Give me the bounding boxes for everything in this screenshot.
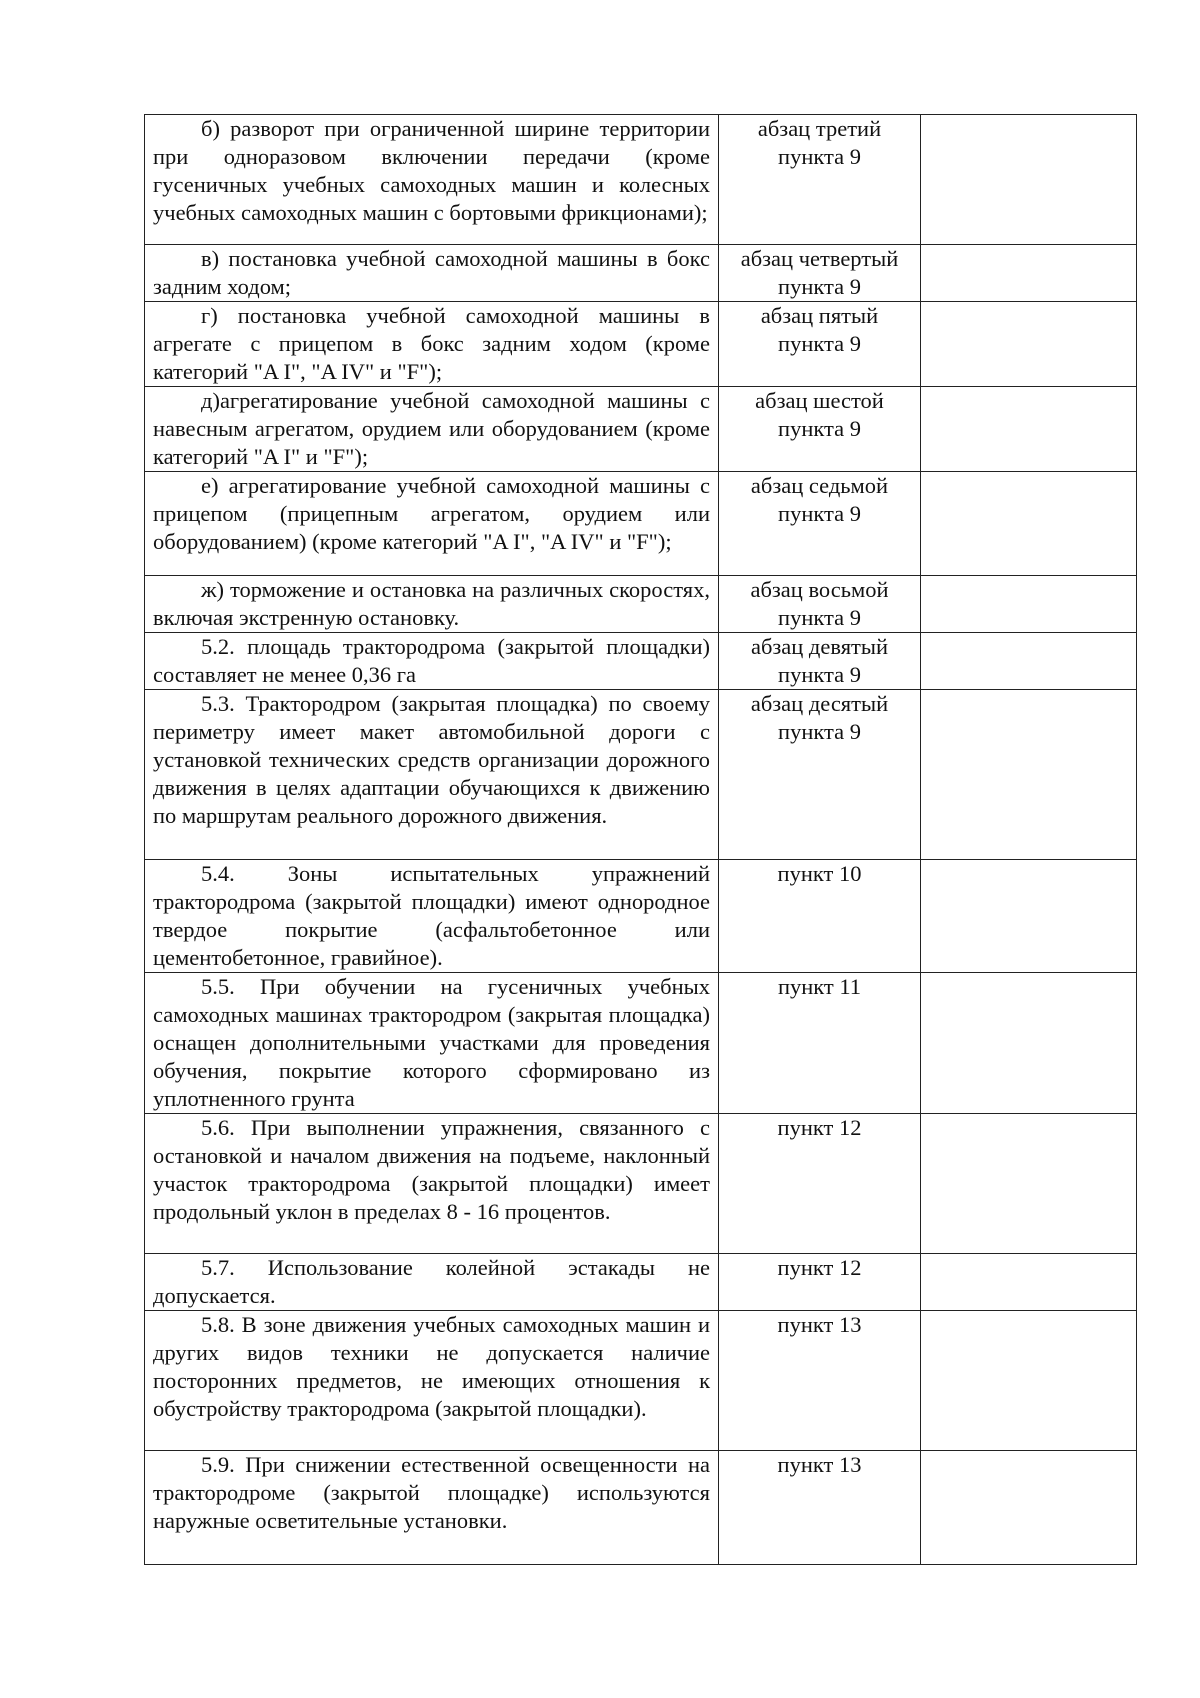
reference-line: пункта 9 (778, 331, 861, 356)
table-row (145, 115, 1137, 245)
regulation-reference (719, 115, 921, 245)
note-cell (921, 387, 1137, 472)
requirement-text: 5.4. Зоны испытательных упражнений трактородрома (закрытой площадки) имеют однородное твердое покрытие (асфальтобетонное или цементобетонное, гравийное). (145, 860, 719, 973)
table-row (145, 1451, 1137, 1565)
reference-line: абзац десятый (750, 691, 889, 716)
requirement-text: ж) торможение и остановка на различных скоростях, включая экстренную остановку. (145, 576, 719, 633)
regulation-reference (719, 690, 921, 860)
reference-line: пункта 9 (778, 144, 861, 169)
regulation-reference (719, 1254, 921, 1311)
reference-line: пункт 12 (777, 1115, 862, 1140)
note-cell (921, 115, 1137, 245)
regulation-reference (719, 576, 921, 633)
requirement-text: в) постановка учебной самоходной машины в бокс задним ходом; (145, 245, 719, 302)
note-cell (921, 1114, 1137, 1254)
requirement-text: 5.7. Использование колейной эстакады не допускается. (145, 1254, 719, 1311)
table-row (145, 245, 1137, 302)
requirements-table (144, 114, 1137, 1565)
note-cell (921, 302, 1137, 387)
reference-line: абзац восьмой (750, 577, 889, 602)
reference-line: абзац седьмой (750, 473, 889, 498)
reference-line: пункта 9 (778, 662, 861, 687)
note-cell (921, 1451, 1137, 1565)
regulation-reference (719, 973, 921, 1114)
note-cell (921, 633, 1137, 690)
note-cell (921, 245, 1137, 302)
reference-line: абзац третий (757, 116, 882, 141)
reference-line: пункта 9 (778, 501, 861, 526)
regulation-reference (719, 1451, 921, 1565)
regulation-reference (719, 245, 921, 302)
requirement-text: 5.2. площадь трактородрома (закрытой площадки) составляет не менее 0,36 га (145, 633, 719, 690)
reference-line: пункт 13 (777, 1452, 862, 1477)
requirement-text: 5.5. При обучении на гусеничных учебных самоходных машинах трактородром (закрытая площадка) оснащен дополнительными участками для проведения обучения, покрытие которого сформировано из уплотненного грунта (145, 973, 719, 1114)
reference-line: пункт 12 (777, 1255, 862, 1280)
reference-line: абзац шестой (755, 388, 884, 413)
table-row (145, 387, 1137, 472)
table-row (145, 576, 1137, 633)
note-cell (921, 690, 1137, 860)
note-cell (921, 1254, 1137, 1311)
reference-line: пункт 10 (777, 861, 862, 886)
regulation-reference (719, 1114, 921, 1254)
regulation-reference (719, 302, 921, 387)
reference-line: пункта 9 (778, 719, 861, 744)
reference-line: абзац четвертый (740, 246, 899, 271)
requirement-text: 5.6. При выполнении упражнения, связанного с остановкой и началом движения на подъеме, наклонный участок трактородрома (закрытой площадки) имеет продольный уклон в пределах 8 - 16 процентов. (145, 1114, 719, 1254)
note-cell (921, 472, 1137, 576)
note-cell (921, 973, 1137, 1114)
table-row (145, 860, 1137, 973)
reference-line: пункта 9 (778, 605, 861, 630)
regulation-reference (719, 633, 921, 690)
regulation-reference (719, 472, 921, 576)
requirement-text: е) агрегатирование учебной самоходной машины с прицепом (прицепным агрегатом, орудием или оборудованием) (кроме категорий "A I", "A IV" и "F"); (145, 472, 719, 576)
requirement-text: д)агрегатирование учебной самоходной машины с навесным агрегатом, орудием или оборудованием (кроме категорий "A I" и "F"); (145, 387, 719, 472)
reference-line: абзац пятый (760, 303, 879, 328)
table-row (145, 302, 1137, 387)
regulation-reference (719, 1311, 921, 1451)
table-row (145, 973, 1137, 1114)
table-row (145, 633, 1137, 690)
table-row (145, 472, 1137, 576)
note-cell (921, 860, 1137, 973)
reference-line: пункт 11 (777, 974, 862, 999)
table-row (145, 1254, 1137, 1311)
note-cell (921, 576, 1137, 633)
table-row (145, 1114, 1137, 1254)
reference-line: абзац девятый (750, 634, 889, 659)
reference-line: пункта 9 (778, 416, 861, 441)
reference-line: пункт 13 (777, 1312, 862, 1337)
requirement-text: б) разворот при ограниченной ширине территории при одноразовом включении передачи (кроме гусеничных учебных самоходных машин и колесных учебных самоходных машин с бортовыми фрикционами); (145, 115, 719, 245)
requirement-text: 5.8. В зоне движения учебных самоходных машин и других видов техники не допускается наличие посторонних предметов, не имеющих отношения к обустройству трактородрома (закрытой площадки). (145, 1311, 719, 1451)
requirement-text: 5.3. Трактородром (закрытая площадка) по своему периметру имеет макет автомобильной дороги с установкой технических средств организации дорожного движения в целях адаптации обучающихся к движению по маршрутам реального дорожного движения. (145, 690, 719, 860)
note-cell (921, 1311, 1137, 1451)
regulation-reference (719, 860, 921, 973)
reference-line: пункта 9 (778, 274, 861, 299)
table-row (145, 1311, 1137, 1451)
table-row (145, 690, 1137, 860)
requirement-text: г) постановка учебной самоходной машины в агрегате с прицепом в бокс задним ходом (кроме категорий "A I", "A IV" и "F"); (145, 302, 719, 387)
regulation-reference (719, 387, 921, 472)
requirement-text: 5.9. При снижении естественной освещенности на трактородроме (закрытой площадке) используются наружные осветительные установки. (145, 1451, 719, 1565)
